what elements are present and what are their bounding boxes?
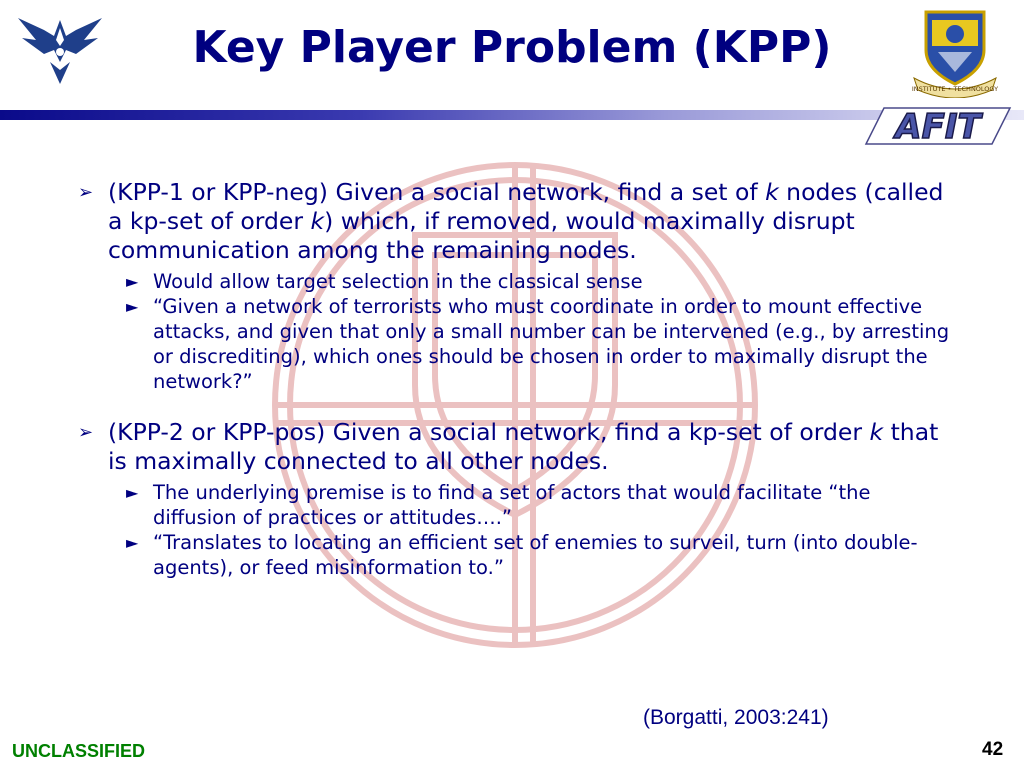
sub-bullet-text: The underlying premise is to find a set of actors that would facilitate “the diffusion of practices or attitudes….” <box>153 481 871 529</box>
bullet-text-italic: k <box>310 207 325 235</box>
bullet-arrow-icon: ➢ <box>78 422 94 443</box>
classification-label: UNCLASSIFIED <box>12 741 146 761</box>
bullet-text: ) which, if removed, would maximally disrupt communication among the remaining nodes. <box>108 207 855 264</box>
bullet-list <box>78 178 958 580</box>
sub-bullet-item <box>78 480 958 530</box>
bullet-text: (KPP-2 or KPP-pos) Given a social network, find a kp-set of order <box>108 418 870 446</box>
bullet-item-kpp2 <box>78 418 958 476</box>
sub-bullet-item <box>78 530 958 580</box>
shield-crest-logo <box>912 6 998 98</box>
bullet-text: (KPP-1 or KPP-neg) Given a social network, find a set of <box>108 178 766 206</box>
citation: (Borgatti, 2003:241) <box>643 706 829 729</box>
page-title: Key Player Problem (KPP) <box>192 22 832 73</box>
triangle-bullet-icon: ► <box>126 533 139 552</box>
bullet-text: nodes (called a kp-set of order <box>108 178 944 235</box>
triangle-bullet-icon: ► <box>126 297 139 316</box>
bullet-text-italic: k <box>869 418 884 446</box>
sub-bullet-item <box>78 294 958 394</box>
sub-bullet-text: “Translates to locating an efficient set of enemies to surveil, turn (into double-agents), or feed misinformation to.” <box>153 531 918 579</box>
crest-banner-text: INSTITUTE • TECHNOLOGY <box>912 85 998 93</box>
bullet-text: that is maximally connected to all other nodes. <box>108 418 939 475</box>
triangle-bullet-icon: ► <box>126 272 139 291</box>
sub-bullet-text: Would allow target selection in the classical sense <box>153 270 643 293</box>
triangle-bullet-icon: ► <box>126 483 139 502</box>
sub-bullet-text: “Given a network of terrorists who must coordinate in order to mount effective attacks, and given that only a small number can be intervened (e.g., by arresting or discrediting), which ones should be chosen in order to maximally disrupt the network?” <box>153 295 950 393</box>
afit-logo-text: AFIT <box>895 107 981 147</box>
bullet-arrow-icon: ➢ <box>78 182 94 203</box>
sub-bullet-item <box>78 269 958 294</box>
afit-logo <box>860 100 1015 150</box>
page-number: 42 <box>982 739 1004 760</box>
bullet-item-kpp1 <box>78 178 958 265</box>
bullet-text-italic: k <box>765 178 779 206</box>
